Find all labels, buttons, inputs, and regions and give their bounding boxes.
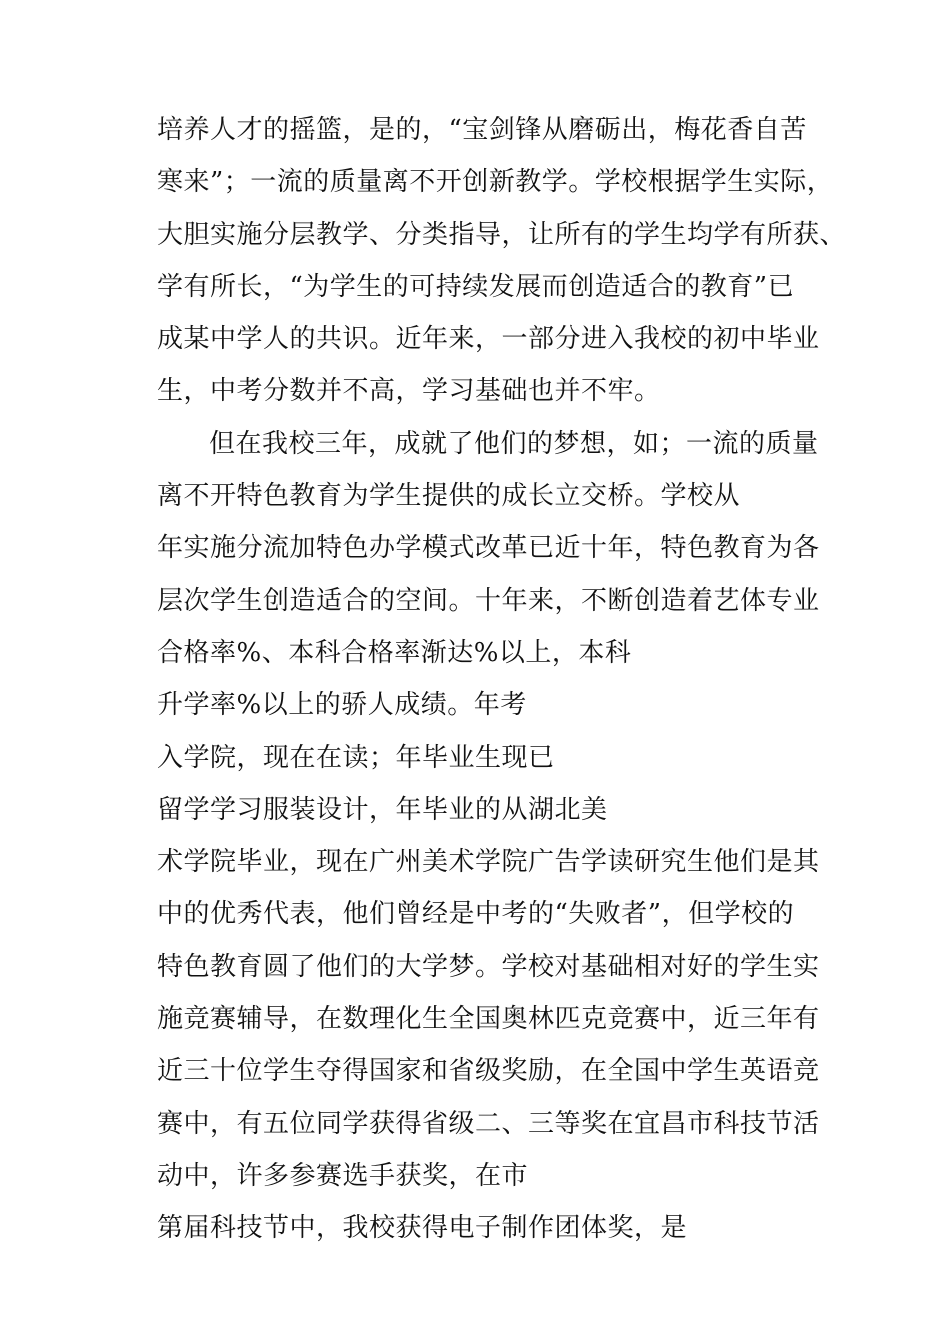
text-line: 动中，许多参赛选手获奖，在市 xyxy=(157,1160,529,1191)
text-line: 升学率%以上的骄人成绩。年考 xyxy=(157,690,527,721)
text-line: 施竞赛辅导，在数理化生全国奥林匹克竞赛中，近三年有 xyxy=(157,1004,820,1035)
text-line: 近三十位学生夺得国家和省级奖励，在全国中学生英语竞 xyxy=(157,1056,820,1087)
text-line: 学有所长，“为学生的可持续发展而创造适合的教育”已 xyxy=(157,271,795,302)
text-line: 术学院毕业，现在广州美术学院广告学读研究生他们是其 xyxy=(157,847,820,878)
text-line: 中的优秀代表，他们曾经是中考的“失败者”，但学校的 xyxy=(157,899,795,930)
paragraph-start-line: 但在我校三年，成就了他们的梦想，如；一流的质量 xyxy=(209,428,819,459)
text-line: 寒来”；一流的质量离不开创新教学。学校根据学生实际， xyxy=(157,167,834,198)
text-line: 入学院，现在在读；年毕业生现已 xyxy=(157,742,555,773)
text-line: 层次学生创造适合的空间。十年来，不断创造着艺体专业 xyxy=(157,585,820,616)
text-line: 赛中，有五位同学获得省级二、三等奖在宜昌市科技节活 xyxy=(157,1108,820,1139)
body-text xyxy=(157,104,847,1255)
text-line: 年实施分流加特色办学模式改革已近十年，特色教育为各 xyxy=(157,533,820,564)
text-line: 成某中学人的共识。近年来，一部分进入我校的初中毕业 xyxy=(157,324,820,355)
text-line: 大胆实施分层教学、分类指导，让所有的学生均学有所获、 xyxy=(157,219,847,250)
text-line: 特色教育圆了他们的大学梦。学校对基础相对好的学生实 xyxy=(157,951,820,982)
text-line: 生，中考分数并不高，学习基础也并不牢。 xyxy=(157,376,661,407)
text-line: 培养人才的摇篮，是的，“宝剑锋从磨砺出，梅花香自苦 xyxy=(157,115,807,145)
text-line: 离不开特色教育为学生提供的成长立交桥。学校从 xyxy=(157,481,741,512)
text-line: 第届科技节中，我校获得电子制作团体奖，是 xyxy=(157,1213,688,1244)
text-line: 留学学习服装设计，年毕业的从湖北美 xyxy=(157,794,608,825)
text-line: 合格率%、本科合格率渐达%以上，本科 xyxy=(157,637,632,668)
